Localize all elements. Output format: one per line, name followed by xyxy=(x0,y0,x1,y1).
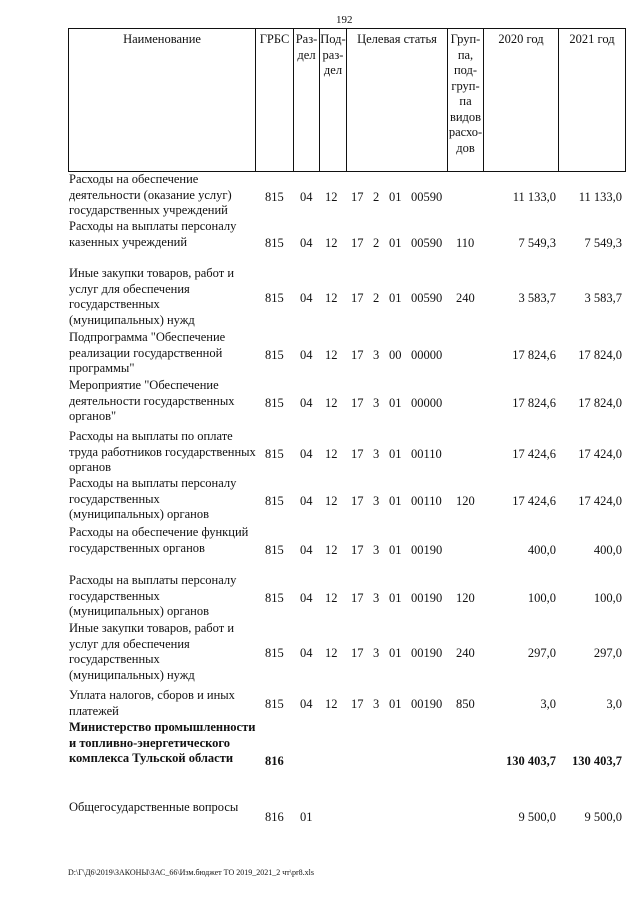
header-podrazdel: Под- раз- дел xyxy=(320,29,347,172)
cell-v2020: 297,0 xyxy=(527,646,556,660)
cell-rz: 04 xyxy=(300,591,313,605)
row-name: Расходы на выплаты персоналу государственных (муниципальных) органов xyxy=(69,476,237,521)
cell-v2020: 130 403,7 xyxy=(506,754,556,768)
cell-v2020: 3,0 xyxy=(540,697,556,711)
cell-t3: 01 xyxy=(389,697,402,711)
row-name: Мероприятие "Обеспечение деятельности государственных органов" xyxy=(69,378,235,423)
cell-t1: 17 xyxy=(351,291,364,305)
header-2020: 2020 год xyxy=(484,29,559,172)
cell-pr: 12 xyxy=(325,291,338,305)
cell-t4: 00190 xyxy=(411,591,443,605)
cell-t4: 00110 xyxy=(411,447,442,461)
cell-t1: 17 xyxy=(351,494,364,508)
cell-rz: 04 xyxy=(300,190,313,204)
cell-v2020: 17 424,6 xyxy=(512,494,556,508)
cell-grbs: 815 xyxy=(265,697,284,711)
cell-pr: 12 xyxy=(325,494,338,508)
cell-t2: 3 xyxy=(373,591,380,605)
cell-pr: 12 xyxy=(325,591,338,605)
cell-v2020: 11 133,0 xyxy=(512,190,556,204)
row-name: Подпрограмма "Обеспечение реализации государственной программы" xyxy=(69,330,226,375)
cell-t4: 00000 xyxy=(411,396,443,410)
row-name: Расходы на выплаты персоналу государственных (муниципальных) органов xyxy=(69,573,237,618)
cell-t1: 17 xyxy=(351,396,364,410)
cell-t2: 3 xyxy=(373,447,380,461)
cell-grbs: 815 xyxy=(265,591,284,605)
cell-t2: 2 xyxy=(373,190,380,204)
row-name: Иные закупки товаров, работ и услуг для обеспечения государственных (муниципальных) нужд xyxy=(69,621,235,682)
table-header xyxy=(68,28,626,172)
cell-v2020: 17 424,6 xyxy=(512,447,556,461)
cell-t4: 00000 xyxy=(411,348,443,362)
cell-t3: 01 xyxy=(389,396,402,410)
cell-t2: 3 xyxy=(373,396,380,410)
cell-v2021: 130 403,7 xyxy=(572,754,622,768)
cell-t2: 2 xyxy=(373,236,380,250)
cell-vr: 240 xyxy=(456,291,475,305)
cell-t3: 01 xyxy=(389,447,402,461)
cell-t3: 01 xyxy=(389,494,402,508)
cell-rz: 04 xyxy=(300,348,313,362)
cell-t4: 00590 xyxy=(411,291,443,305)
cell-pr: 12 xyxy=(325,447,338,461)
row-name: Расходы на выплаты по оплате труда работников государственных органов xyxy=(69,429,256,474)
cell-rz: 04 xyxy=(300,396,313,410)
cell-t4: 00190 xyxy=(411,646,443,660)
cell-v2020: 3 583,7 xyxy=(518,291,556,305)
cell-vr: 120 xyxy=(456,591,475,605)
cell-t3: 00 xyxy=(389,348,402,362)
cell-rz: 01 xyxy=(300,810,313,824)
cell-rz: 04 xyxy=(300,291,313,305)
cell-pr: 12 xyxy=(325,396,338,410)
cell-v2021: 11 133,0 xyxy=(578,190,622,204)
cell-grbs: 815 xyxy=(265,348,284,362)
cell-v2021: 17 424,0 xyxy=(578,494,622,508)
cell-t1: 17 xyxy=(351,447,364,461)
cell-v2021: 7 549,3 xyxy=(584,236,622,250)
cell-grbs: 815 xyxy=(265,543,284,557)
cell-t3: 01 xyxy=(389,591,402,605)
cell-grbs: 815 xyxy=(265,494,284,508)
cell-grbs: 815 xyxy=(265,646,284,660)
cell-v2020: 100,0 xyxy=(527,591,556,605)
cell-t1: 17 xyxy=(351,190,364,204)
cell-rz: 04 xyxy=(300,646,313,660)
cell-t2: 2 xyxy=(373,291,380,305)
cell-t2: 3 xyxy=(373,348,380,362)
header-2021: 2021 год xyxy=(569,32,615,46)
cell-t3: 01 xyxy=(389,236,402,250)
cell-vr: 240 xyxy=(456,646,475,660)
cell-t4: 00110 xyxy=(411,494,442,508)
cell-t3: 01 xyxy=(389,543,402,557)
cell-v2021: 3 583,7 xyxy=(584,291,622,305)
cell-pr: 12 xyxy=(325,646,338,660)
cell-v2021: 400,0 xyxy=(593,543,622,557)
cell-t1: 17 xyxy=(351,236,364,250)
cell-grbs: 816 xyxy=(265,810,284,824)
cell-grbs: 815 xyxy=(265,447,284,461)
cell-pr: 12 xyxy=(325,348,338,362)
cell-rz: 04 xyxy=(300,543,313,557)
cell-grbs: 815 xyxy=(265,236,284,250)
footer-filepath: D:\Г\Д6\2019\ЗАКОНЫ\ЗАС_66\Изм.бюджет ТО 2019_2021_2 чт\pr8.xls xyxy=(68,868,314,877)
cell-v2020: 17 824,6 xyxy=(512,348,556,362)
cell-t3: 01 xyxy=(389,291,402,305)
cell-v2021: 3,0 xyxy=(606,697,622,711)
cell-t3: 01 xyxy=(389,190,402,204)
page-number: 192 xyxy=(336,14,353,26)
row-name: Расходы на обеспечение функций государственных органов xyxy=(69,525,249,555)
row-name: Уплата налогов, сборов и иных платежей xyxy=(69,688,235,718)
cell-t1: 17 xyxy=(351,591,364,605)
cell-v2020: 400,0 xyxy=(527,543,556,557)
cell-v2020: 7 549,3 xyxy=(518,236,556,250)
cell-v2021: 100,0 xyxy=(593,591,622,605)
cell-pr: 12 xyxy=(325,190,338,204)
cell-rz: 04 xyxy=(300,236,313,250)
row-name: Общегосударственные вопросы xyxy=(69,800,239,814)
cell-t1: 17 xyxy=(351,646,364,660)
cell-t4: 00190 xyxy=(411,697,443,711)
cell-vr: 110 xyxy=(456,236,475,250)
header-group: Груп- па, под- груп- па видов расхо- дов xyxy=(448,29,484,172)
cell-t2: 3 xyxy=(373,646,380,660)
cell-v2021: 17 824,0 xyxy=(578,396,622,410)
cell-t4: 00590 xyxy=(411,190,443,204)
cell-vr: 850 xyxy=(456,697,475,711)
cell-v2021: 9 500,0 xyxy=(584,810,622,824)
cell-t1: 17 xyxy=(351,348,364,362)
cell-v2021: 17 424,0 xyxy=(578,447,622,461)
cell-grbs: 816 xyxy=(265,754,284,768)
row-name: Расходы на обеспечение деятельности (оказание услуг) государственных учреждений xyxy=(69,172,232,217)
cell-grbs: 815 xyxy=(265,396,284,410)
header-grbs: ГРБС xyxy=(256,29,294,172)
header-name: Наименование xyxy=(69,29,256,172)
cell-t2: 3 xyxy=(373,494,380,508)
cell-rz: 04 xyxy=(300,494,313,508)
cell-t2: 3 xyxy=(373,697,380,711)
cell-v2021: 17 824,0 xyxy=(578,348,622,362)
cell-grbs: 815 xyxy=(265,291,284,305)
cell-rz: 04 xyxy=(300,697,313,711)
cell-v2020: 17 824,6 xyxy=(512,396,556,410)
cell-t1: 17 xyxy=(351,697,364,711)
row-name: Министерство промышленности и топливно-энергетического комплекса Тульской области xyxy=(69,720,256,765)
cell-pr: 12 xyxy=(325,697,338,711)
header-razdel: Раз- дел xyxy=(294,29,320,172)
cell-grbs: 815 xyxy=(265,190,284,204)
cell-v2020: 9 500,0 xyxy=(518,810,556,824)
cell-pr: 12 xyxy=(325,543,338,557)
cell-pr: 12 xyxy=(325,236,338,250)
cell-t3: 01 xyxy=(389,646,402,660)
cell-t2: 3 xyxy=(373,543,380,557)
row-name: Иные закупки товаров, работ и услуг для обеспечения государственных (муниципальных) нужд xyxy=(69,266,235,327)
cell-t4: 00190 xyxy=(411,543,443,557)
row-name: Расходы на выплаты персоналу казенных учреждений xyxy=(69,219,237,249)
cell-t1: 17 xyxy=(351,543,364,557)
cell-v2021: 297,0 xyxy=(593,646,622,660)
cell-vr: 120 xyxy=(456,494,475,508)
header-target: Целевая статья xyxy=(347,29,448,172)
cell-t4: 00590 xyxy=(411,236,443,250)
cell-rz: 04 xyxy=(300,447,313,461)
